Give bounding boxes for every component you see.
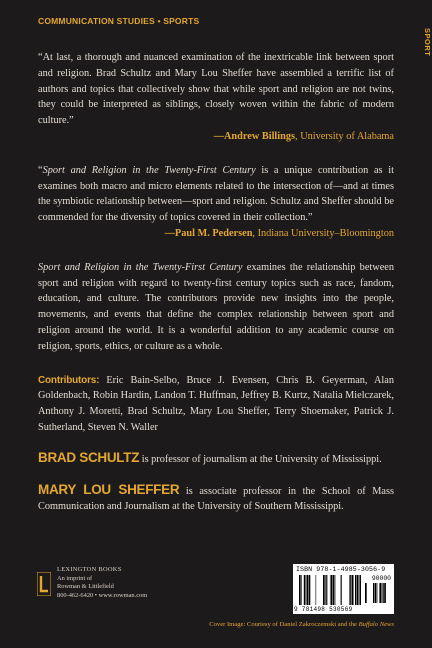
barcode-bar [330, 575, 331, 605]
cover-image-credit: Cover Image: Courtesy of Daniel Zakroczemski and the Buffalo News [209, 621, 394, 628]
barcode-bar [326, 575, 327, 605]
blurb-book-title: Sport and Religion in the Twenty-First Century [38, 261, 243, 273]
quote-1-text: “At last, a thorough and nuanced examination of the inextricable link between sport and religion. Brad Schultz and Mary Lou Sheffer have assembled a terrific list of authors and topics that collectively show that while sport and religion are not twins, they could be interpreted as siblings, closely woven within the fabric of modern culture.” [38, 52, 394, 127]
quote-1-affiliation: , University of Alabama [295, 130, 394, 142]
isbn-barcode [293, 564, 394, 614]
barcode-bar [307, 575, 308, 605]
review-quote-2: “Sport and Religion in the Twenty-First Century is a unique contribution as it examines both macro and micro elements related to the intersection of—and at times the symbiotic relationship between—sport and religion. Schultz and Sheffer should be commended for the diversity of topics covered in their collection.” —Paul M. Pedersen, Indiana University–Bloomington [38, 163, 394, 242]
barcode-bar [384, 583, 386, 603]
spine-edge-text: SPORT [423, 28, 432, 57]
isbn-number: ISBN 978-1-4985-3056-9 [296, 566, 386, 573]
barcode-bar [357, 575, 359, 605]
author-name-1: BRAD SCHULTZ [38, 449, 140, 465]
barcode-bar [335, 575, 336, 605]
barcode-bar [373, 583, 374, 603]
barcode-bar [316, 575, 317, 605]
quote-1-name: Andrew Billings [223, 130, 296, 142]
quote-2-text: is a unique contribution as it examines both macro and micro elements related to the intersection of—and at times the symbiotic relationship between—sport and religion. Schultz and Sheffer should be commended for the diversity of topics covered in their collection.” [38, 164, 394, 224]
barcode-bar [375, 583, 377, 603]
barcode-bar [349, 575, 350, 605]
barcode-bar [325, 575, 326, 605]
barcode-bar [299, 575, 301, 605]
barcode-bar [383, 583, 384, 603]
author-bio-1 [38, 450, 394, 468]
barcode-bar [306, 575, 307, 605]
barcode-bar [352, 575, 354, 605]
price-code: 90000 [371, 575, 391, 582]
barcode-bar [333, 575, 335, 605]
category-label: COMMUNICATION STUDIES • SPORTS [38, 16, 200, 26]
book-description [38, 260, 394, 355]
barcode-bars [299, 575, 361, 605]
author-bio-2 [38, 482, 394, 516]
barcode-bar [323, 575, 325, 605]
barcode-bar [309, 575, 311, 605]
barcode-bar [365, 583, 367, 603]
quote-2-book-title: Sport and Religion in the Twenty-First Century [42, 164, 256, 176]
lexington-books-logo [37, 572, 51, 596]
contributors-list [38, 373, 394, 436]
publisher-parent: Rowman & Littlefield [57, 583, 114, 591]
barcode-digits: 9 781498 530569 [294, 606, 353, 613]
author-name-2: MARY LOU SHEFFER [38, 481, 180, 497]
barcode-bar [360, 575, 361, 605]
barcode-bar [331, 575, 332, 605]
price-barcode-bars [365, 583, 389, 603]
contributors-label: Contributors: [38, 374, 100, 386]
review-quote-1 [38, 50, 394, 145]
publisher-block [37, 566, 207, 602]
publisher-contact: 800-462-6420 • www.rowman.com [57, 591, 148, 599]
author-bio-2-text: is associate professor in the School of Mass Communication and Journalism at the University of Southern Mississippi. [38, 485, 394, 513]
barcode-bar [379, 583, 381, 603]
quote-2-affiliation: , Indiana University–Bloomington [252, 227, 394, 239]
cover-text [38, 50, 394, 515]
quote-2-attribution: —Paul M. Pedersen, Indiana University–Bloomington [164, 227, 394, 239]
quote-2-name: Paul M. Pedersen [174, 227, 253, 239]
barcode-bar [350, 575, 351, 605]
barcode-bar [355, 575, 356, 605]
blurb-text: examines the relationship between sport and religion with regard to twenty-first century topics such as race, fandom, education, and culture. The contributors provide new insights into the people, movements, and events that define the complex relationship between sport and religion around the world. It is a wonderful addition to any academic course on religion, sports, ethics, or culture as a whole. [38, 261, 394, 352]
barcode-bar [377, 583, 378, 603]
publisher-info [57, 566, 147, 600]
barcode-bar [382, 583, 383, 603]
barcode-bar [304, 575, 306, 605]
barcode-bar [301, 575, 302, 605]
cover-credit-source: Buffalo News [358, 621, 394, 628]
contributors-names: Eric Bain-Selbo, Bruce J. Evensen, Chris B. Geyerman, Alan Goldenbach, Robin Hardin, Landon T. Huffman, Jeffrey B. Kurtz, Natalia Mielczarek, Anthony J. Moretti, Brad Schultz, Mary Lou Sheffer, Terry Shoemaker, Patrick J. Sutherland, Steven N. Waller [38, 374, 394, 433]
barcode-bar [359, 575, 360, 605]
publisher-imprint: An imprint of [57, 574, 93, 582]
barcode-bar [341, 575, 342, 605]
author-bio-1-text: is professor of journalism at the University of Mississippi. [139, 453, 382, 465]
publisher-name: LEXINGTON BOOKS [57, 566, 122, 573]
quote-1-attribution: —Andrew Billings, University of Alabama [213, 130, 394, 142]
